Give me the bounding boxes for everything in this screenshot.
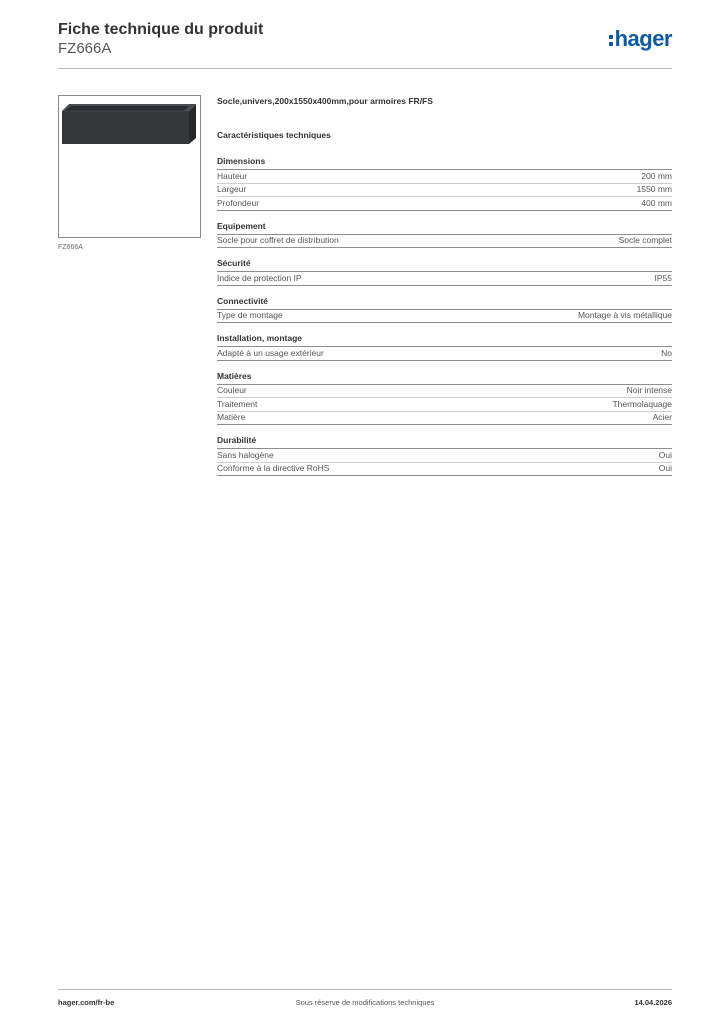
spec-section bbox=[217, 435, 672, 476]
spec-value: IP55 bbox=[654, 272, 672, 283]
spec-value: Oui bbox=[658, 463, 672, 474]
page-header bbox=[58, 20, 672, 58]
spec-label: Indice de protection IP bbox=[217, 272, 302, 283]
spec-row bbox=[217, 184, 672, 198]
logo-dots-icon bbox=[609, 35, 613, 46]
spec-row bbox=[217, 170, 672, 184]
spec-row bbox=[217, 463, 672, 477]
spec-row bbox=[217, 272, 672, 286]
section-title: Durabilité bbox=[217, 435, 672, 449]
section-title: Installation, montage bbox=[217, 333, 672, 347]
spec-value: Montage à vis métallique bbox=[577, 310, 672, 321]
spec-label: Traitement bbox=[217, 398, 258, 409]
spec-row bbox=[217, 449, 672, 463]
spec-sections bbox=[217, 156, 672, 476]
spec-section bbox=[217, 333, 672, 361]
header-divider bbox=[58, 68, 672, 69]
section-title: Sécurité bbox=[217, 258, 672, 272]
product-description: Socle,univers,200x1550x400mm,pour armoires FR/FS bbox=[217, 96, 433, 106]
spec-value: 200 mm bbox=[641, 170, 672, 181]
spec-section bbox=[217, 156, 672, 211]
socle-product-icon bbox=[59, 96, 200, 237]
spec-row bbox=[217, 347, 672, 361]
spec-section bbox=[217, 221, 672, 249]
spec-value: Noir intense bbox=[626, 385, 672, 396]
spec-section bbox=[217, 258, 672, 286]
spec-row bbox=[217, 412, 672, 426]
document-title: Fiche technique du produit bbox=[58, 21, 264, 38]
image-caption: FZ666A bbox=[58, 244, 83, 251]
footer-date: 14.04.2026 bbox=[634, 998, 672, 1007]
footer-disclaimer: Sous réserve de modifications techniques bbox=[295, 998, 435, 1007]
spec-label: Adapté à un usage extérieur bbox=[217, 347, 324, 358]
spec-row bbox=[217, 385, 672, 399]
footer-website[interactable]: hager.com/fr-be bbox=[58, 998, 115, 1007]
spec-value: 1550 mm bbox=[636, 184, 672, 195]
spec-label: Socle pour coffret de distribution bbox=[217, 235, 339, 246]
spec-section bbox=[217, 371, 672, 426]
spec-row bbox=[217, 310, 672, 324]
spec-value: No bbox=[661, 347, 672, 358]
spec-label: Hauteur bbox=[217, 170, 248, 181]
spec-value: 400 mm bbox=[641, 197, 672, 208]
section-title: Equipement bbox=[217, 221, 672, 235]
spec-label: Type de montage bbox=[217, 310, 283, 321]
spec-value: Thermolaquage bbox=[612, 398, 672, 409]
hager-logo bbox=[609, 26, 672, 52]
spec-value: Acier bbox=[652, 412, 672, 423]
spec-row bbox=[217, 398, 672, 412]
specs-heading: Caractéristiques techniques bbox=[217, 130, 331, 140]
spec-label: Couleur bbox=[217, 385, 247, 396]
spec-value: Socle complet bbox=[618, 235, 672, 246]
spec-label: Matière bbox=[217, 412, 246, 423]
spec-value: Oui bbox=[658, 449, 672, 460]
product-image bbox=[58, 95, 201, 238]
spec-label: Conforme à la directive RoHS bbox=[217, 463, 330, 474]
spec-label: Profondeur bbox=[217, 197, 260, 208]
section-title: Connectivité bbox=[217, 296, 672, 310]
spec-section bbox=[217, 296, 672, 324]
spec-label: Largeur bbox=[217, 184, 247, 195]
logo-text: hager bbox=[614, 26, 672, 51]
section-title: Matières bbox=[217, 371, 672, 385]
section-title: Dimensions bbox=[217, 156, 672, 170]
spec-content bbox=[217, 95, 672, 486]
product-code: FZ666A bbox=[58, 40, 112, 57]
footer-divider bbox=[58, 989, 672, 990]
spec-label: Sans halogène bbox=[217, 449, 274, 460]
spec-row bbox=[217, 235, 672, 249]
spec-row bbox=[217, 197, 672, 211]
